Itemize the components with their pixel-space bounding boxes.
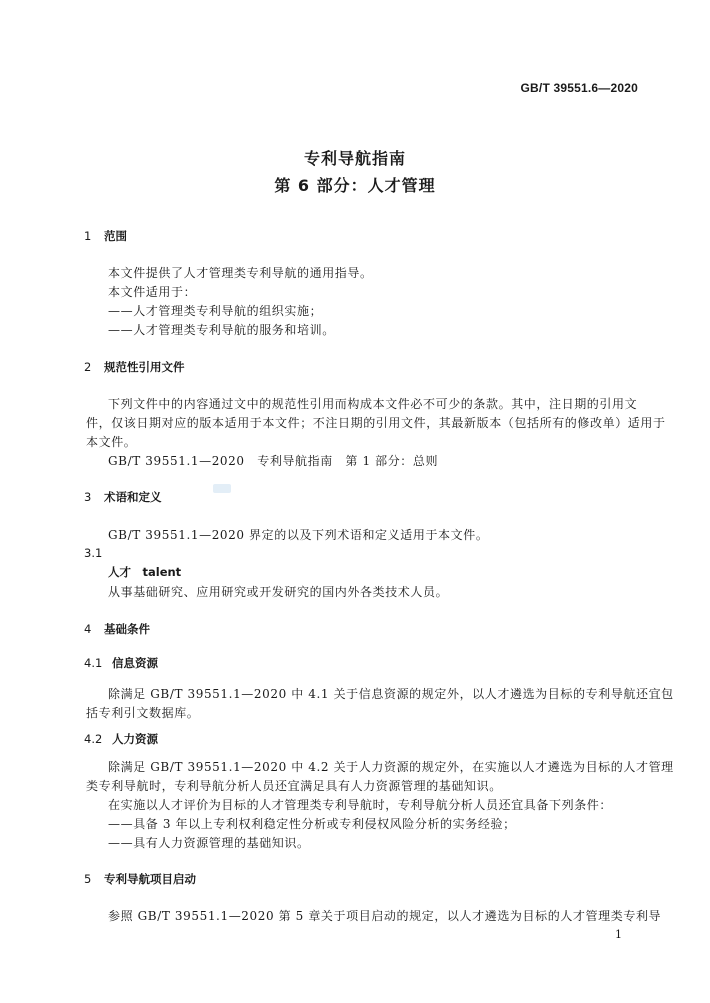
list-item: ——人才管理类专利导航的组织实施； <box>108 304 323 318</box>
paragraph: 件，仅该日期对应的版本适用于本文件；不注日期的引用文件，其最新版本（包括所有的修改单）适用于 <box>86 416 666 430</box>
subsection-number: 4.2 <box>84 732 103 746</box>
section-number: 5 <box>84 872 92 886</box>
paragraph: 下列文件中的内容通过文中的规范性引用而构成本文件必不可少的条款。其中，注日期的引用文 <box>108 397 638 411</box>
paragraph: 除满足 GB/T 39551.1—2020 中 4.1 关于信息资源的规定外，以人才遴选为目标的专利导航还宜包 <box>108 687 674 701</box>
section-number: 3 <box>84 490 92 504</box>
section-4-heading <box>84 621 150 637</box>
paragraph: 参照 GB/T 39551.1—2020 第 5 章关于项目启动的规定，以人才遴选为目标的人才管理类专利导 <box>108 909 662 923</box>
document-subtitle: 第 6 部分：人才管理 <box>274 176 436 195</box>
paragraph: 本文件提供了人才管理类专利导航的通用指导。 <box>108 266 373 280</box>
document-title: 专利导航指南 <box>303 149 406 168</box>
page-number: 1 <box>615 928 622 941</box>
paragraph: 在实施以人才评价为目标的人才管理类专利导航时，专利导航分析人员还宜具备下列条件： <box>108 798 613 812</box>
paragraph: GB/T 39551.1—2020 界定的以及下列术语和定义适用于本文件。 <box>108 528 489 542</box>
subsection-title: 人力资源 <box>112 732 158 746</box>
subsection-number: 4.1 <box>84 656 103 670</box>
section-1-heading <box>84 228 127 244</box>
paragraph: 本文件适用于： <box>108 285 197 299</box>
section-title: 基础条件 <box>104 622 150 636</box>
section-number: 4 <box>84 622 92 636</box>
list-item: ——人才管理类专利导航的服务和培训。 <box>108 323 335 337</box>
section-number: 2 <box>84 360 92 374</box>
section-title: 专利导航项目启动 <box>104 872 196 886</box>
section-number: 1 <box>84 229 92 243</box>
subsection-4-1-heading <box>84 655 158 671</box>
subsection-4-2-heading <box>84 731 158 747</box>
paragraph: 除满足 GB/T 39551.1—2020 中 4.2 关于人力资源的规定外，在实施以人才遴选为目标的人才管理 <box>108 760 674 774</box>
header-standard-code: GB/T 39551.6—2020 <box>520 81 638 95</box>
watermark-mark <box>213 484 231 493</box>
section-title: 规范性引用文件 <box>104 360 185 374</box>
section-title: 范围 <box>104 229 127 243</box>
section-3-heading <box>84 489 162 505</box>
section-2-heading <box>84 359 185 375</box>
subsection-title: 信息资源 <box>112 656 158 670</box>
list-item: ——具备 3 年以上专利权利稳定性分析或专利侵权风险分析的实务经验； <box>108 817 516 831</box>
paragraph: 本文件。 <box>86 435 137 449</box>
paragraph: 类专利导航时，专利导航分析人员还宜满足具有人力资源管理的基础知识。 <box>86 779 502 793</box>
subsection-number: 3.1 <box>84 546 103 560</box>
paragraph: 括专利引文数据库。 <box>86 706 200 720</box>
section-5-heading <box>84 871 196 887</box>
list-item: ——具有人力资源管理的基础知识。 <box>108 836 310 850</box>
section-title: 术语和定义 <box>104 490 162 504</box>
term-entry: 人才 talent <box>108 565 182 579</box>
term-definition: 从事基础研究、应用研究或开发研究的国内外各类技术人员。 <box>108 585 449 599</box>
normative-reference: GB/T 39551.1—2020 专利导航指南 第 1 部分：总则 <box>108 454 439 468</box>
